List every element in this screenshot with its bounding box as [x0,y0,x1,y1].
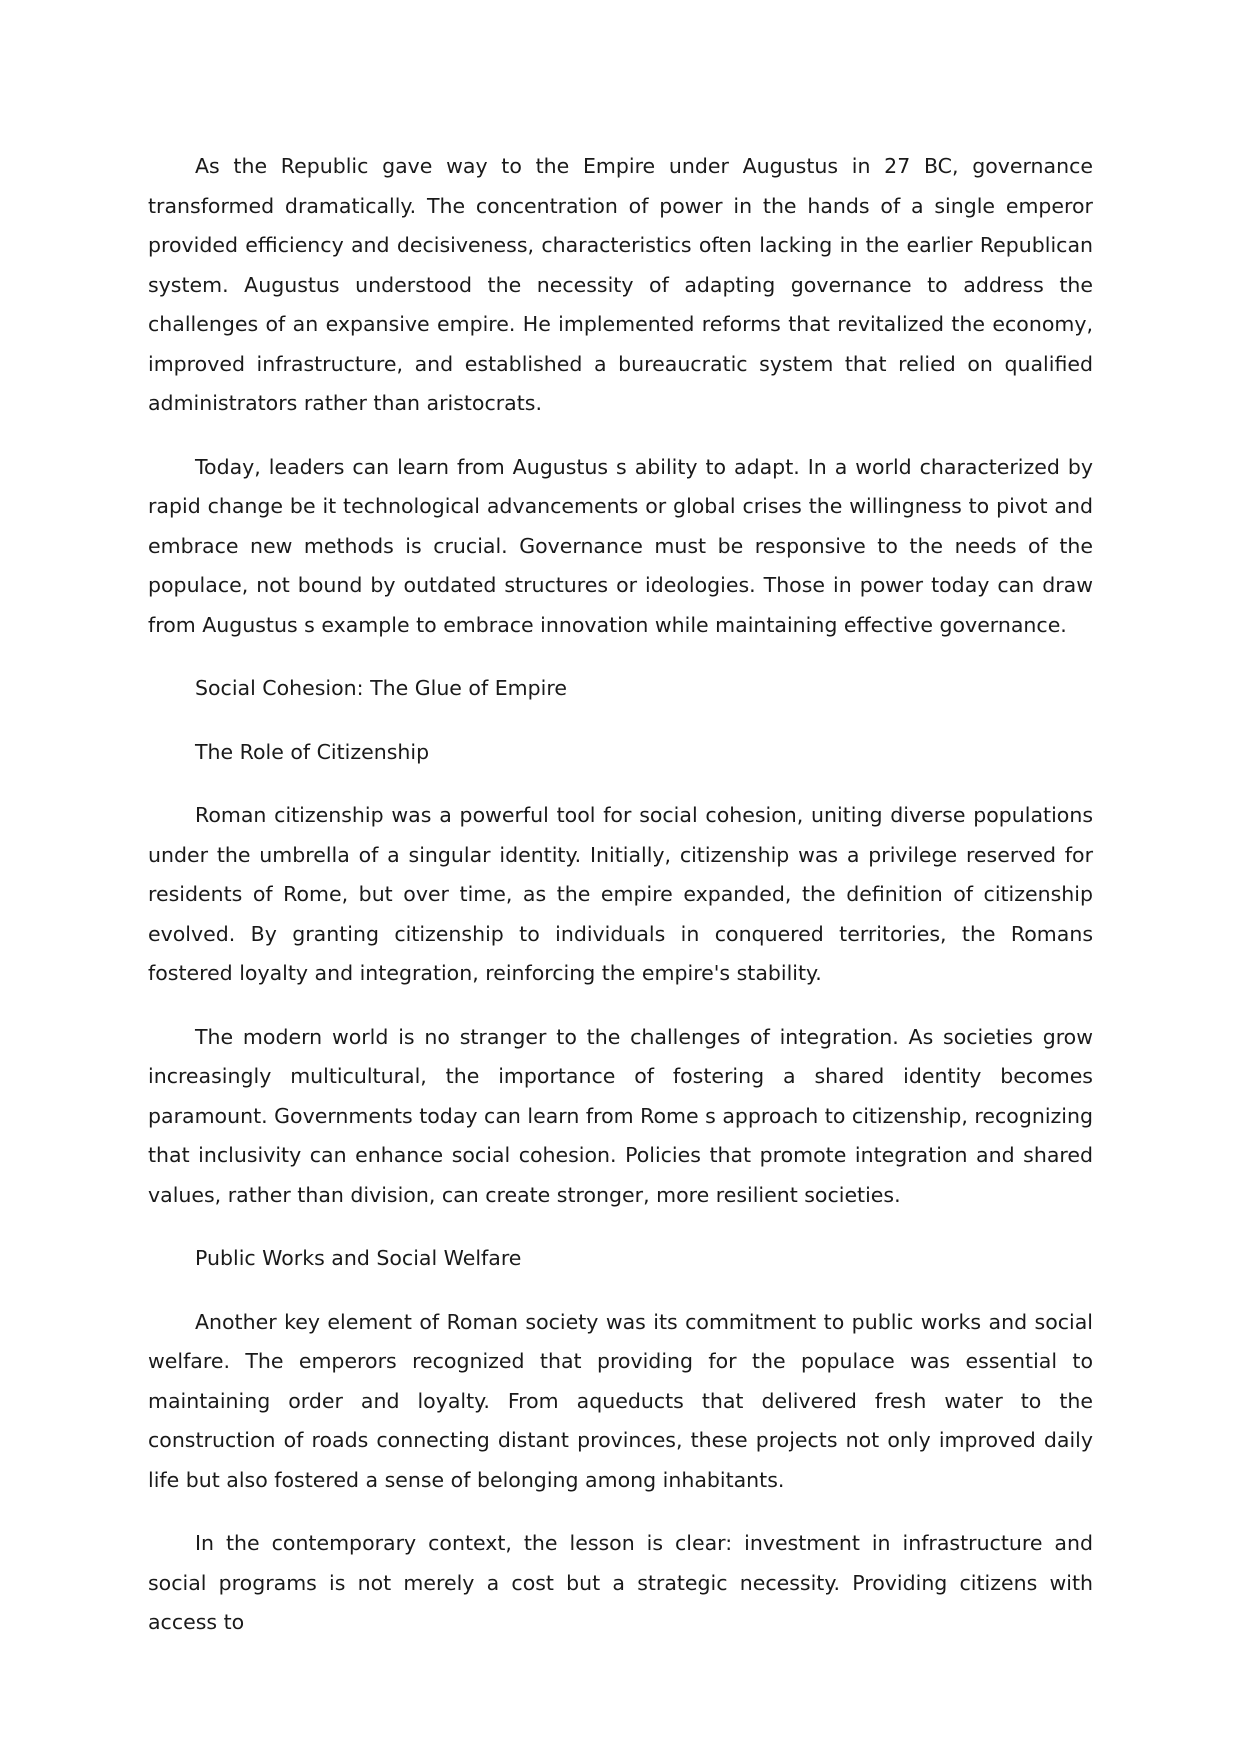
section-heading-social-cohesion: Social Cohesion: The Glue of Empire [195,676,567,700]
subsection-heading-citizenship: The Role of Citizenship [195,739,430,764]
paragraph-modern-integration: The modern world is no stranger to the challenges of integration. As societies grow increasingly multicultural, the importance of fostering a shared identity becomes paramount. Governments today can learn from Rome s approach to citizenship, recognizing that inclusivity can enhance social cohesion. Policies that promote integration and shared values, rather than division, can create stronger, more resilient societies. [148,1024,1093,1207]
paragraph-leaders-adapt: Today, leaders can learn from Augustus s ability to adapt. In a world characterized by rapid change be it technological advancements or global crises the willingness to pivot and embrace new methods is crucial. Governance must be responsive to the needs of the populace, not bound by outdated structures or ideologies. Those in power today can draw from Augustus s example to embrace innovation while maintaining effective governance. [148,454,1093,637]
paragraph-contemporary-context: In the contemporary context, the lesson is clear: investment in infrastructure and social programs is not merely a cost but a strategic necessity. Providing citizens with access to [148,1531,1093,1634]
document-body [148,147,1093,1667]
paragraph-roman-citizenship: Roman citizenship was a powerful tool for social cohesion, uniting diverse populations under the umbrella of a singular identity. Initially, citizenship was a privilege reserved for residents of Rome, but over time, as the empire expanded, the definition of citizenship evolved. By granting citizenship to individuals in conquered territories, the Romans fostered loyalty and integration, reinforcing the empire's stability. [148,803,1093,985]
paragraph-augustus-governance: As the Republic gave way to the Empire under Augustus in 27 BC, governance transformed dramatically. The concentration of power in the hands of a single emperor provided efficiency and decisiveness, characteristics often lacking in the earlier Republican system. Augustus understood the necessity of adapting governance to address the challenges of an expansive empire. He implemented reforms that revitalized the economy, improved infrastructure, and established a bureaucratic system that relied on qualified administrators rather than aristocrats. [148,154,1093,415]
paragraph-public-works: Another key element of Roman society was its commitment to public works and social welfare. The emperors recognized that providing for the populace was essential to maintaining order and loyalty. From aqueducts that delivered fresh water to the construction of roads connecting distant provinces, these projects not only improved daily life but also fostered a sense of belonging among inhabitants. [148,1309,1093,1492]
subsection-heading-public-works: Public Works and Social Welfare [195,1246,522,1270]
